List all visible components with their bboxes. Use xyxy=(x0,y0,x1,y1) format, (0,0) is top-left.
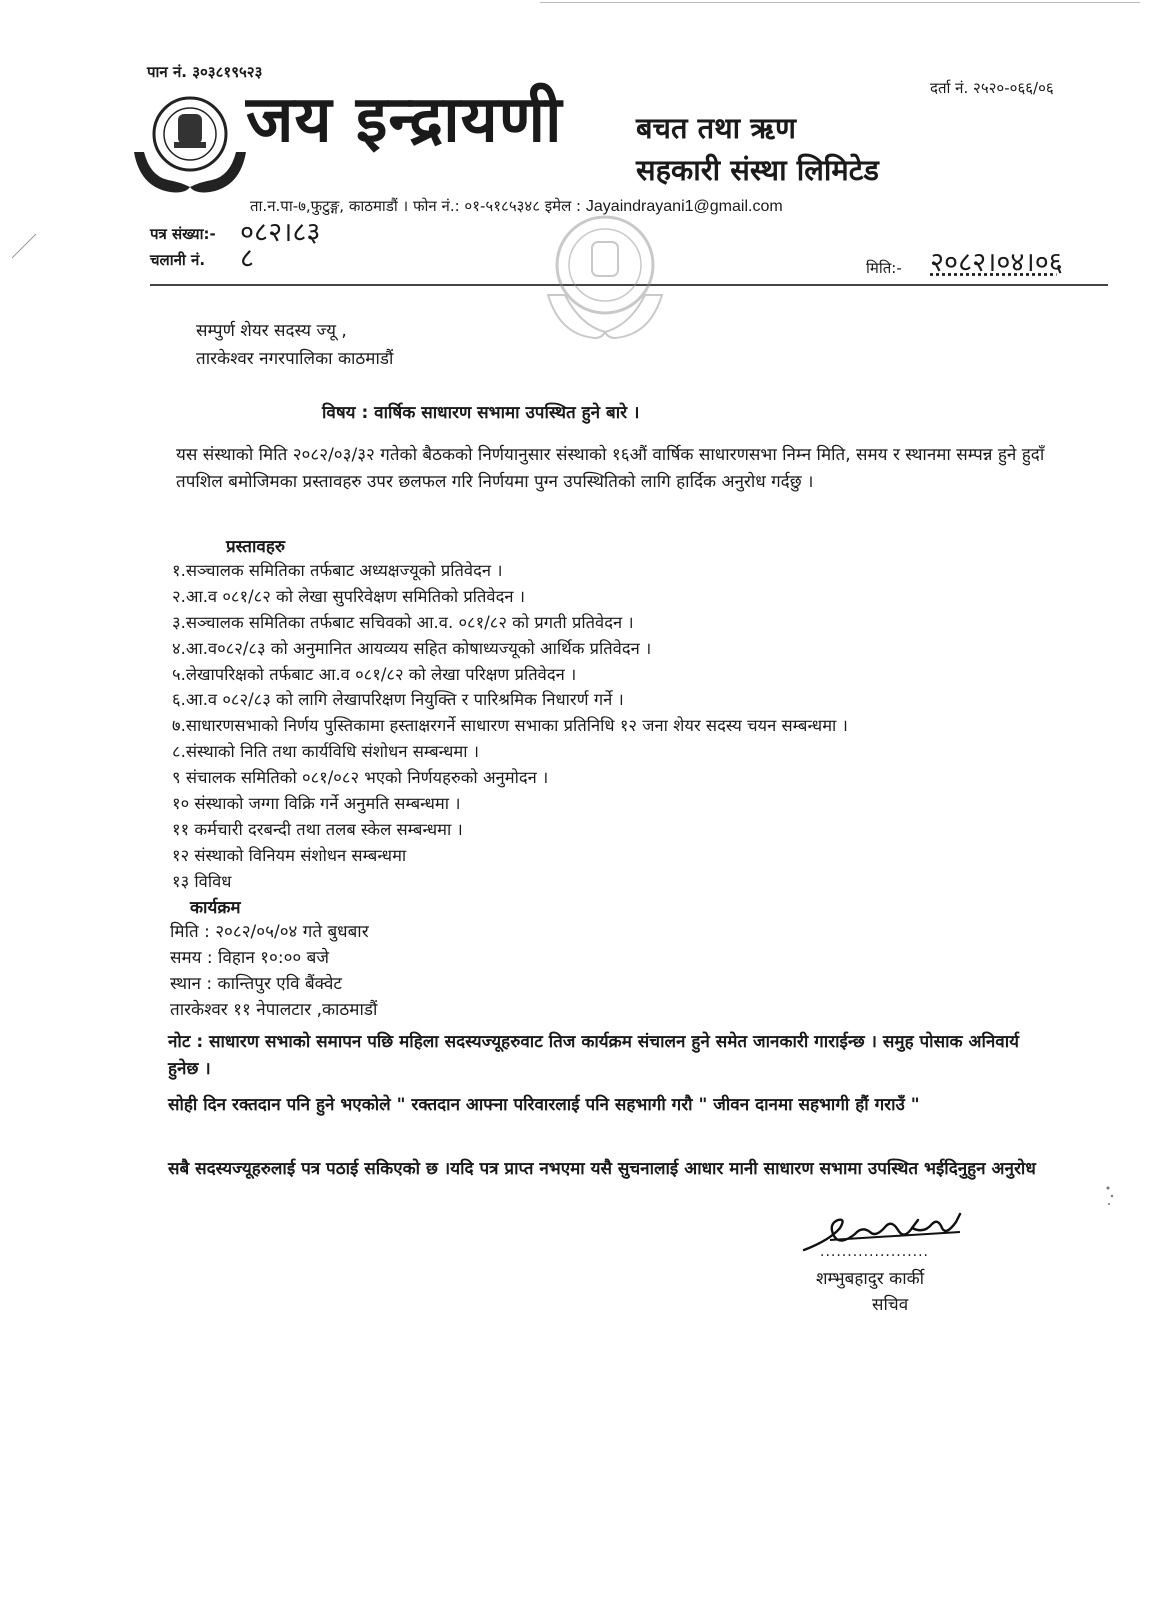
letter-number-value: ०८२।८३ xyxy=(240,217,321,248)
proposals-heading: प्रस्तावहरु xyxy=(226,537,286,557)
dispatch-number-label: चलानी नं. xyxy=(150,251,206,269)
list-item: ९ संचालक समितिको ०८१/०८२ भएको निर्णयहरुको अनुमोदन । xyxy=(172,768,549,788)
blood-donation-paragraph: सोही दिन रक्तदान पनि हुने भएकोले " रक्तदान आफ्ना परिवारलाई पनि सहभागी गरौ " जीवन दानमा सहभागी हौं गराउँ " xyxy=(168,1095,920,1115)
scan-mark xyxy=(1100,1180,1120,1210)
email-address: Jayaindrayani1@gmail.com xyxy=(585,198,783,215)
list-item: ११ कर्मचारी दरबन्दी तथा तलब स्केल सम्बन्धमा । xyxy=(172,819,463,839)
scan-edge-line xyxy=(540,2,1140,3)
list-item: ४.आ.व०८२/८३ को अनुमानित आयव्यय सहित कोषाध्यज्यूको आर्थिक प्रतिवेदन । xyxy=(172,638,652,658)
list-item: ५.लेखापरिक्षको तर्फबाट आ.व ०८१/८२ को लेखा परिक्षण प्रतिवेदन । xyxy=(172,664,577,684)
attendance-request-paragraph: सबै सदस्यज्यूहरुलाई पत्र पठाई सकिएको छ ।यदि पत्र प्राप्त नभएमा यसै सुचनालाई आधार मानी साधारण सभामा उपस्थित भईदिनुहुन अनुरोध xyxy=(168,1159,1036,1179)
date-label: मिति:- xyxy=(866,259,902,277)
program-venue: स्थान : कान्तिपुर एवि बैंक्वेट xyxy=(170,974,342,994)
dispatch-number-value: ८ xyxy=(240,243,255,274)
program-heading: कार्यक्रम xyxy=(190,898,241,918)
list-item: ६.आ.व ०८२/८३ को लागि लेखापरिक्षण नियुक्ति र पारिश्रमिक निधारर्ण गर्ने । xyxy=(172,690,624,710)
program-details xyxy=(170,920,377,1024)
list-item: १२ संस्थाको विनियम संशोधन सम्बन्धमा xyxy=(172,845,407,865)
recipient-line1: सम्पुर्ण शेयर सदस्य ज्यू , xyxy=(196,321,347,341)
subject-line: विषय : वार्षिक साधारण सभामा उपस्थित हुने बारे । xyxy=(322,403,640,423)
registration-number: दर्ता नं. २५२०-०६६/०६ xyxy=(930,79,1054,97)
list-item: २.आ.व ०८१/८२ को लेखा सुपरिवेक्षण समितिको प्रतिवेदन । xyxy=(172,586,525,606)
pan-number: पान नं. ३०३८१९५२३ xyxy=(147,63,263,81)
signature-line: .................... xyxy=(820,1244,930,1260)
letter-number-label: पत्र संख्या:- xyxy=(150,225,216,243)
list-item: १.सञ्चालक समितिका तर्फबाट अध्यक्षज्यूको प्रतिवेदन । xyxy=(172,561,503,580)
organization-subtitle-line1: बचत तथा ऋण xyxy=(636,111,796,145)
address-phone: ता.न.पा-७,फुटुङ्ग, काठमाडौं । फोन नं.: ०१-५१८५३४८ इमेल : xyxy=(250,197,582,215)
proposals-list xyxy=(172,558,848,895)
list-item: ८.संस्थाको निति तथा कार्यविधि संशोधन सम्बन्धमा । xyxy=(172,742,480,762)
cooperative-logo xyxy=(130,92,250,202)
list-item: १३ विविध xyxy=(172,871,232,891)
list-item: ३.सञ्चालक समितिका तर्फबाट सचिवको आ.व. ०८१/८२ को प्रगती प्रतिवेदन । xyxy=(172,612,634,632)
list-item: ७.साधारणसभाको निर्णय पुस्तिकामा हस्ताक्षरगर्ने साधारण सभाका प्रतिनिधि १२ जना शेयर सदस्य चयन सम्बन्धमा । xyxy=(172,716,848,736)
address-contact-line xyxy=(250,196,783,216)
organization-subtitle-line2: सहकारी संस्था लिमिटेड xyxy=(636,153,879,187)
signer-title: सचिव xyxy=(872,1295,909,1315)
body-paragraph: यस संस्थाको मिति २०८२/०३/३२ गतेको बैठकको निर्णयानुसार संस्थाको १६औं वार्षिक साधारणसभा निम्न मिति, समय र स्थानमा सम्पन्न हुने हुदाँ तपशिल बमोजिमका प्रस्तावहरु उपर छलफल गरि निर्णयमा पुग्न उपस्थितिको लागि हार्दिक अनुरोध गर्दछु । xyxy=(176,445,1045,492)
organization-name: जय इन्द्रायणी xyxy=(246,83,563,157)
program-venue-address: तारकेश्वर ११ नेपालटार ,काठमाडौं xyxy=(170,1000,378,1020)
list-item: १० संस्थाको जग्गा विक्रि गर्ने अनुमति सम्बन्धमा । xyxy=(172,794,461,814)
note-paragraph: नोट : साधारण सभाको समापन पछि महिला सदस्यज्यूहरुवाट तिज कार्यक्रम संचालन हुने समेत जानकारी गाराईन्छ । समुह पोसाक अनिवार्य हुनेछ । xyxy=(168,1032,1019,1079)
program-date: मिति : २०८२/०५/०४ गते बुधबार xyxy=(170,922,369,942)
date-value: २०८२।०४।०६ xyxy=(930,247,1063,278)
scan-mark xyxy=(10,230,40,260)
program-time: समय : विहान १०:०० बजे xyxy=(170,948,329,968)
seal-stamp xyxy=(540,210,670,345)
signer-name: शम्भुबहादुर कार्की xyxy=(816,1269,925,1289)
recipient-line2: तारकेश्वर नगरपालिका काठमाडौं xyxy=(196,349,394,369)
